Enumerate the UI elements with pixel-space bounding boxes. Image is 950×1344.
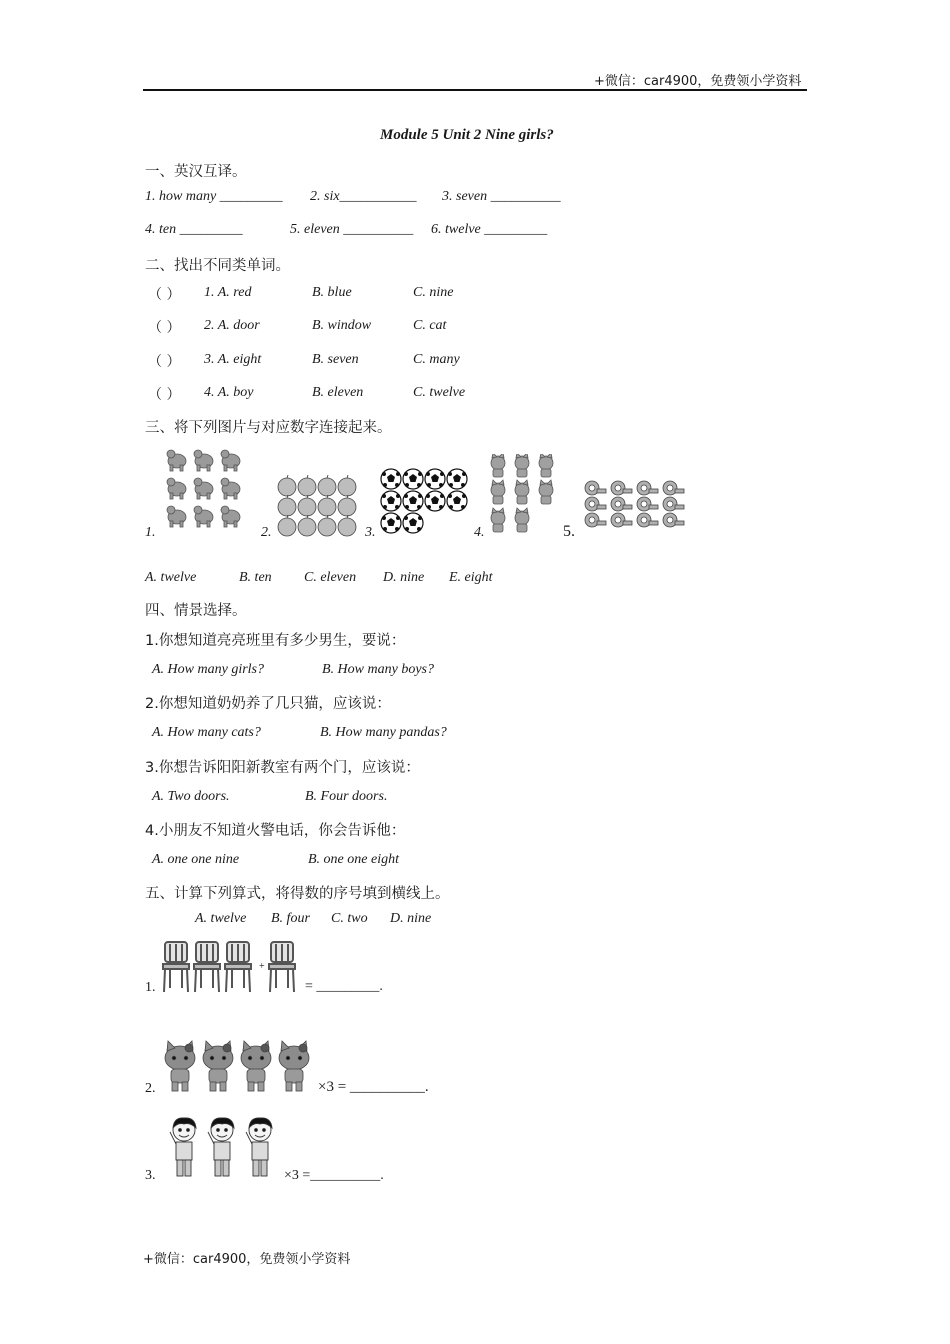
s2-paren-3[interactable]: （ ） xyxy=(148,354,181,370)
s4-q4-b: B. one one eight xyxy=(308,852,399,867)
s2-row4-b: B. eleven xyxy=(312,385,364,400)
s5-option-a: A. twelve xyxy=(195,911,247,926)
chairs-picture xyxy=(160,940,260,996)
page-title: Module 5 Unit 2 Nine girls? xyxy=(380,127,554,143)
s1-item-1: 1. how many _________ xyxy=(145,189,283,204)
s2-row2-c: C. cat xyxy=(413,318,447,333)
footer-note: +微信：car4900，免费领小学资料 xyxy=(143,1252,351,1267)
s5-plus-sign: + xyxy=(259,961,265,972)
s5-label-3: 3. xyxy=(145,1168,156,1183)
s3-label-5: 5. xyxy=(563,523,575,540)
section2-heading: 二、找出不同类单词。 xyxy=(145,258,290,274)
s2-row3-c: C. many xyxy=(413,352,460,367)
s4-q2-a: A. How many cats? xyxy=(152,725,261,740)
s2-row4-a: 4. A. boy xyxy=(204,385,254,400)
s4-q3: 3.你想告诉阳阳新教室有两个门，应该说： xyxy=(145,760,420,776)
chair-single-picture xyxy=(266,940,300,996)
s4-q4-a: A. one one nine xyxy=(152,852,240,867)
s2-row4-c: C. twelve xyxy=(413,385,466,400)
kitties-picture xyxy=(162,1040,318,1096)
footballs-picture xyxy=(380,468,468,536)
s2-paren-4[interactable]: （ ） xyxy=(148,387,181,403)
s5-answer-3[interactable]: ×3 =__________. xyxy=(284,1168,384,1183)
cats-picture xyxy=(488,454,558,536)
s2-paren-2[interactable]: （ ） xyxy=(148,320,181,336)
s2-row3-b: B. seven xyxy=(312,352,359,367)
s3-label-4: 4. xyxy=(474,525,485,540)
s1-item-3: 3. seven __________ xyxy=(442,189,561,204)
s3-label-3: 3. xyxy=(365,525,376,540)
header-note: +微信：car4900，免费领小学资料 xyxy=(594,74,802,89)
apples-picture xyxy=(277,475,359,537)
header-divider xyxy=(143,89,807,91)
s5-label-2: 2. xyxy=(145,1081,156,1096)
s5-answer-2[interactable]: ×3 = __________. xyxy=(318,1079,429,1095)
s3-label-2: 2. xyxy=(261,525,272,540)
boys-picture xyxy=(168,1116,284,1182)
dogs-picture xyxy=(163,447,249,533)
s1-item-4: 4. ten _________ xyxy=(145,222,243,237)
s5-option-c: C. two xyxy=(331,911,368,926)
s3-option-b: B. ten xyxy=(239,570,272,585)
s5-answer-1[interactable]: = _________. xyxy=(305,979,383,994)
s2-paren-1[interactable]: （ ） xyxy=(148,287,181,303)
s1-item-5: 5. eleven __________ xyxy=(290,222,414,237)
section1-heading: 一、英汉互译。 xyxy=(145,164,247,180)
s2-row1-a: 1. A. red xyxy=(204,285,252,300)
s5-label-1: 1. xyxy=(145,980,156,995)
s2-row1-c: C. nine xyxy=(413,285,454,300)
s2-row3-a: 3. A. eight xyxy=(204,352,262,367)
s3-option-a: A. twelve xyxy=(145,570,197,585)
s3-option-c: C. eleven xyxy=(304,570,357,585)
s4-q3-b: B. Four doors. xyxy=(305,789,388,804)
s4-q4: 4.小朋友不知道火警电话，你会告诉他： xyxy=(145,823,406,839)
s4-q3-a: A. Two doors. xyxy=(152,789,230,804)
section3-heading: 三、将下列图片与对应数字连接起来。 xyxy=(145,420,392,436)
s3-option-e: E. eight xyxy=(449,570,493,585)
section4-heading: 四、情景选择。 xyxy=(145,603,247,619)
s1-item-2: 2. six___________ xyxy=(310,189,417,204)
s3-label-1: 1. xyxy=(145,525,156,540)
s2-row1-b: B. blue xyxy=(312,285,352,300)
s4-q2-b: B. How many pandas? xyxy=(320,725,447,740)
s2-row2-a: 2. A. door xyxy=(204,318,260,333)
s4-q2: 2.你想知道奶奶养了几只猫，应该说： xyxy=(145,696,391,712)
s4-q1: 1.你想知道亮亮班里有多少男生，要说： xyxy=(145,633,406,649)
section5-heading: 五、计算下列算式，将得数的序号填到横线上。 xyxy=(145,886,450,902)
s4-q1-b: B. How many boys? xyxy=(322,662,434,677)
tape-measures-picture xyxy=(583,480,689,530)
s5-option-d: D. nine xyxy=(390,911,432,926)
s3-option-d: D. nine xyxy=(383,570,425,585)
s5-option-b: B. four xyxy=(271,911,310,926)
s2-row2-b: B. window xyxy=(312,318,372,333)
s4-q1-a: A. How many girls? xyxy=(152,662,264,677)
s1-item-6: 6. twelve _________ xyxy=(431,222,548,237)
